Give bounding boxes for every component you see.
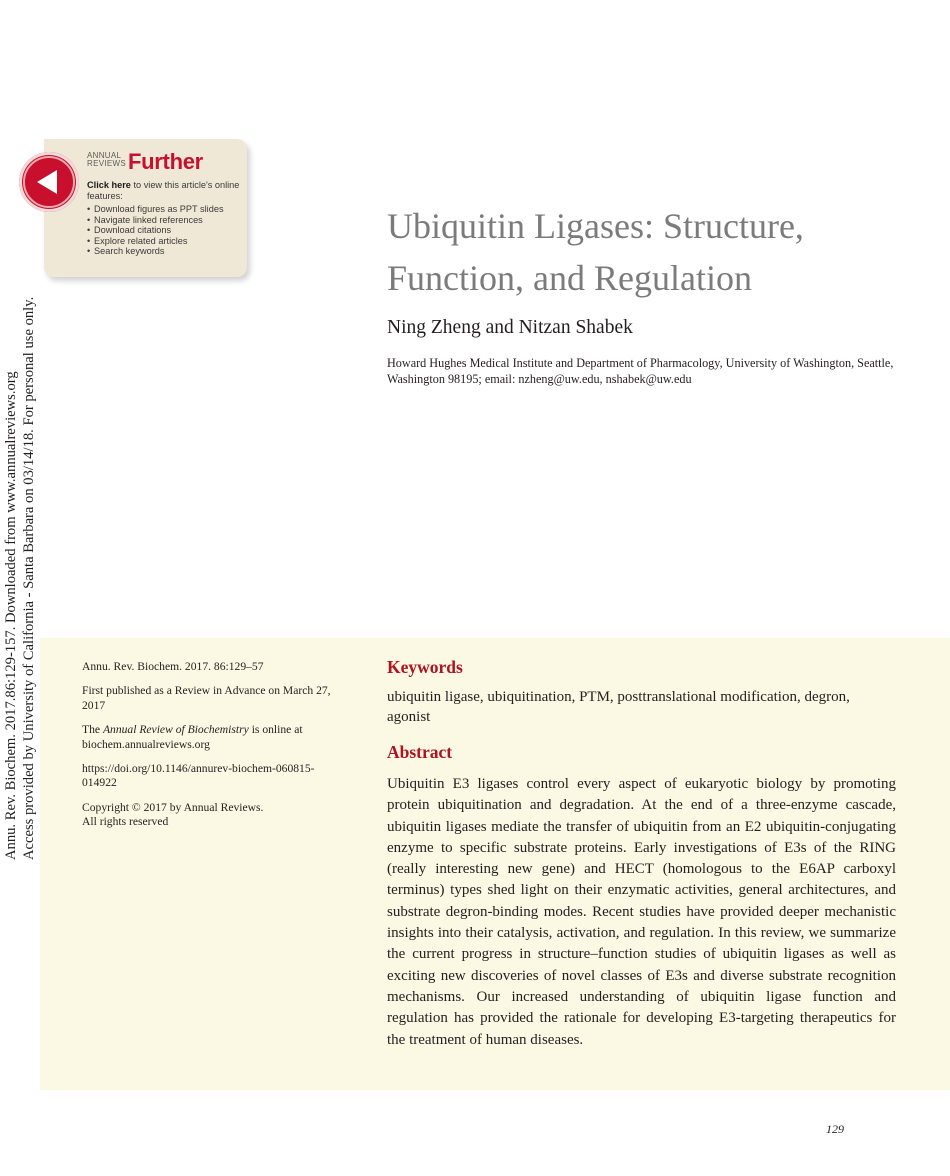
keywords-heading: Keywords — [387, 657, 463, 677]
abstract-text: Ubiquitin E3 ligases control every aspect of eukaryotic biology by promoting protein ubiquitination and degradation. At the end of a three-enzyme cascade, ubiquitin ligases mediate the transfer of ubiquitin from an E2 ubiquitin-conjugating enzyme to specific substrate proteins. Early investigations of E3s of the RING (really interesting new gene) and HECT (homologous to the E6AP carboxyl terminus) types shed light on their enzymatic activities, general architectures, and substrate degron-binding modes. Recent studies have provided deeper mechanistic insights into their catalysis, activation, and regulation. In this review, we summarize the current progress in structure–function studies of ubiquitin ligases as well as exciting new discoveries of novel classes of E3s and diverse substrate recognition mechanisms. Our increased understanding of ubiquitin ligase function and regulation has provided the rationale for developing E3-targeting therapeutics for the treatment of human diseases. — [387, 776, 896, 1048]
click-here-link[interactable]: Click here — [87, 180, 131, 190]
further-back-icon[interactable] — [19, 152, 79, 212]
download-notice-line1: Annu. Rev. Biochem. 2017.86:129-157. Downloaded from www.annualreviews.org — [3, 371, 19, 860]
further-feature-list — [87, 204, 242, 257]
abstract-heading: Abstract — [387, 742, 453, 762]
feature-item[interactable]: • Explore related articles — [87, 236, 242, 247]
online-notice: The Annual Review of Biochemistry is online at biochem.annualreviews.org — [82, 723, 303, 751]
feature-item[interactable]: • Search keywords — [87, 246, 242, 257]
annual-reviews-logo-text: ANNUAL REVIEWS — [87, 151, 126, 168]
further-description: Click here to view this article's online features: • Download figures as PPT slides • Navigate linked references • Download citations • Explore related articles • Search keywords — [87, 180, 242, 257]
download-notice — [2, 296, 38, 860]
authors: Ning Zheng and Nitzan Shabek — [387, 317, 633, 338]
download-notice-line2: Access provided by University of California - Santa Barbara on 03/14/18. For personal use only. — [21, 296, 37, 860]
citation: Annu. Rev. Biochem. 2017. 86:129–57 — [82, 660, 264, 673]
doi-link[interactable]: https://doi.org/10.1146/annurev-biochem-060815-014922 — [82, 762, 315, 790]
further-title: Further — [128, 149, 203, 174]
feature-item[interactable]: • Download figures as PPT slides — [87, 204, 242, 215]
feature-item[interactable]: • Download citations — [87, 225, 242, 236]
feature-item[interactable]: • Navigate linked references — [87, 215, 242, 226]
article-title: Ubiquitin Ligases: Structure, Function, and Regulation — [387, 206, 804, 298]
article-metadata — [82, 660, 342, 840]
affiliation: Howard Hughes Medical Institute and Department of Pharmacology, University of Washington, Seattle, Washington 98195; email: nzheng@uw.edu, nshabek@uw.edu — [387, 356, 894, 386]
keywords-text: ubiquitin ligase, ubiquitination, PTM, posttranslational modification, degron, agonist — [387, 689, 850, 725]
first-published: First published as a Review in Advance on March 27, 2017 — [82, 684, 331, 712]
copyright: Copyright © 2017 by Annual Reviews. All rights reserved — [82, 800, 264, 829]
page-number: 129 — [826, 1122, 844, 1136]
further-badge[interactable] — [44, 139, 247, 277]
